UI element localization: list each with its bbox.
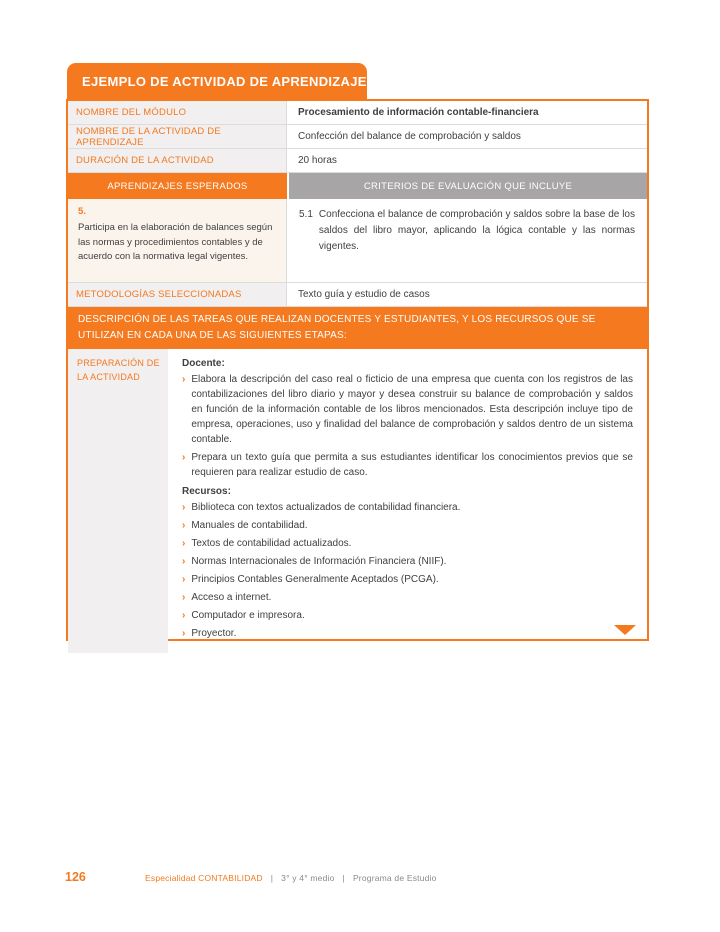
expected-learning-number: 5. (78, 206, 86, 217)
activity-title-tab (67, 63, 367, 99)
evaluation-criteria-cell (287, 199, 647, 282)
resource-item-text: Normas Internacionales de Información Financiera (NIIF). (191, 556, 447, 567)
bullet-icon: › (182, 538, 186, 549)
resources-items-list (182, 500, 633, 641)
list-item (182, 608, 633, 623)
activity-table (66, 99, 649, 641)
preparation-stage-label: PREPARACIÓN DE LA ACTIVIDAD (68, 349, 168, 653)
expected-learning-text: Participa en la elaboración de balances según las normas y procedimientos contables y de acuerdo con la normativa legal vigentes. (78, 222, 273, 262)
bullet-icon: › (182, 502, 186, 513)
footer-program: Programa de Estudio (352, 873, 437, 883)
bullet-icon: › (182, 556, 186, 567)
bullet-icon: › (182, 628, 186, 639)
list-item (182, 450, 633, 480)
bullet-icon: › (182, 374, 186, 385)
expected-learning-cell (68, 199, 287, 282)
list-item (182, 500, 633, 515)
footer-specialty: Especialidad CONTABILIDAD (145, 873, 263, 883)
table-row (68, 149, 647, 173)
teacher-item-text: Prepara un texto guía que permita a sus estudiantes identificar los conocimientos previos que se requieren para realizar estudio de caso. (191, 452, 633, 478)
activity-title: EJEMPLO DE ACTIVIDAD DE APRENDIZAJE (82, 73, 367, 89)
methodology-label: METODOLOGÍAS SELECCIONADAS (68, 283, 287, 306)
learning-criteria-row (68, 199, 647, 283)
resources-heading: Recursos: (182, 486, 231, 497)
list-item (182, 518, 633, 533)
bullet-icon: › (182, 574, 186, 585)
criteria-number: 5.1 (299, 209, 313, 220)
duration-value: 20 horas (298, 155, 337, 166)
expected-learning-header: APRENDIZAJES ESPERADOS (68, 173, 287, 199)
evaluation-criteria-header: CRITERIOS DE EVALUACIÓN QUE INCLUYE (287, 173, 647, 199)
module-name-value: Procesamiento de información contable-financiera (298, 107, 539, 118)
methodology-value: Texto guía y estudio de casos (298, 289, 430, 300)
list-item (182, 536, 633, 551)
description-banner: DESCRIPCIÓN DE LAS TAREAS QUE REALIZAN DOCENTES Y ESTUDIANTES, Y LOS RECURSOS QUE SE UTILIZAN EN CADA UNA DE LAS SIGUIENTES ETAPAS: (68, 307, 647, 349)
activity-name-value: Confección del balance de comprobación y saldos (298, 131, 521, 142)
footer-level: 3° y 4° medio (281, 873, 335, 883)
list-item (182, 590, 633, 605)
module-name-label: NOMBRE DEL MÓDULO (68, 101, 287, 124)
teacher-item-text: Elabora la descripción del caso real o ficticio de una empresa que cuenta con los registros de las contabilizaciones del libro diario y mayor y desea construir su balance de comprobación y saldos en función de la información contable de los libros mencionados. Esta descripción incluye tipo de empresa, operaciones, uso y finalidad del balance de comprobación y saldos dentro de un sistema contable. (191, 374, 633, 445)
continuation-arrow-icon (614, 625, 636, 635)
list-item (182, 572, 633, 587)
preparation-row (68, 349, 647, 653)
teacher-heading: Docente: (182, 358, 225, 369)
resource-item-text: Biblioteca con textos actualizados de contabilidad financiera. (191, 502, 461, 513)
methodology-row (68, 283, 647, 307)
table-row (68, 125, 647, 149)
resource-item-text: Acceso a internet. (191, 592, 272, 603)
resource-item-text: Proyector. (191, 628, 237, 639)
resource-item-text: Computador e impresora. (191, 610, 305, 621)
activity-name-label: NOMBRE DE LA ACTIVIDAD DE APRENDIZAJE (68, 125, 287, 148)
bullet-icon: › (182, 520, 186, 531)
footer-line (145, 873, 437, 883)
page-number: 126 (65, 870, 86, 884)
bullet-icon: › (182, 592, 186, 603)
footer-separator: | (270, 873, 274, 883)
list-item (182, 626, 633, 641)
resource-item-text: Textos de contabilidad actualizados. (191, 538, 352, 549)
preparation-content (168, 349, 647, 653)
footer-separator: | (342, 873, 345, 883)
duration-label: DURACIÓN DE LA ACTIVIDAD (68, 149, 287, 172)
bullet-icon: › (182, 610, 186, 621)
page-footer (0, 870, 720, 890)
resource-item-text: Principios Contables Generalmente Aceptados (PCGA). (191, 574, 439, 585)
criteria-text: Confecciona el balance de comprobación y saldos sobre la base de los saldos del libro mayor, aplicando la lógica contable y las normas vigentes. (318, 209, 635, 252)
table-row (68, 101, 647, 125)
column-headers-row (68, 173, 647, 199)
list-item (182, 372, 633, 447)
teacher-items-list (182, 372, 633, 480)
bullet-icon: › (182, 452, 186, 463)
list-item (182, 554, 633, 569)
resource-item-text: Manuales de contabilidad. (191, 520, 308, 531)
